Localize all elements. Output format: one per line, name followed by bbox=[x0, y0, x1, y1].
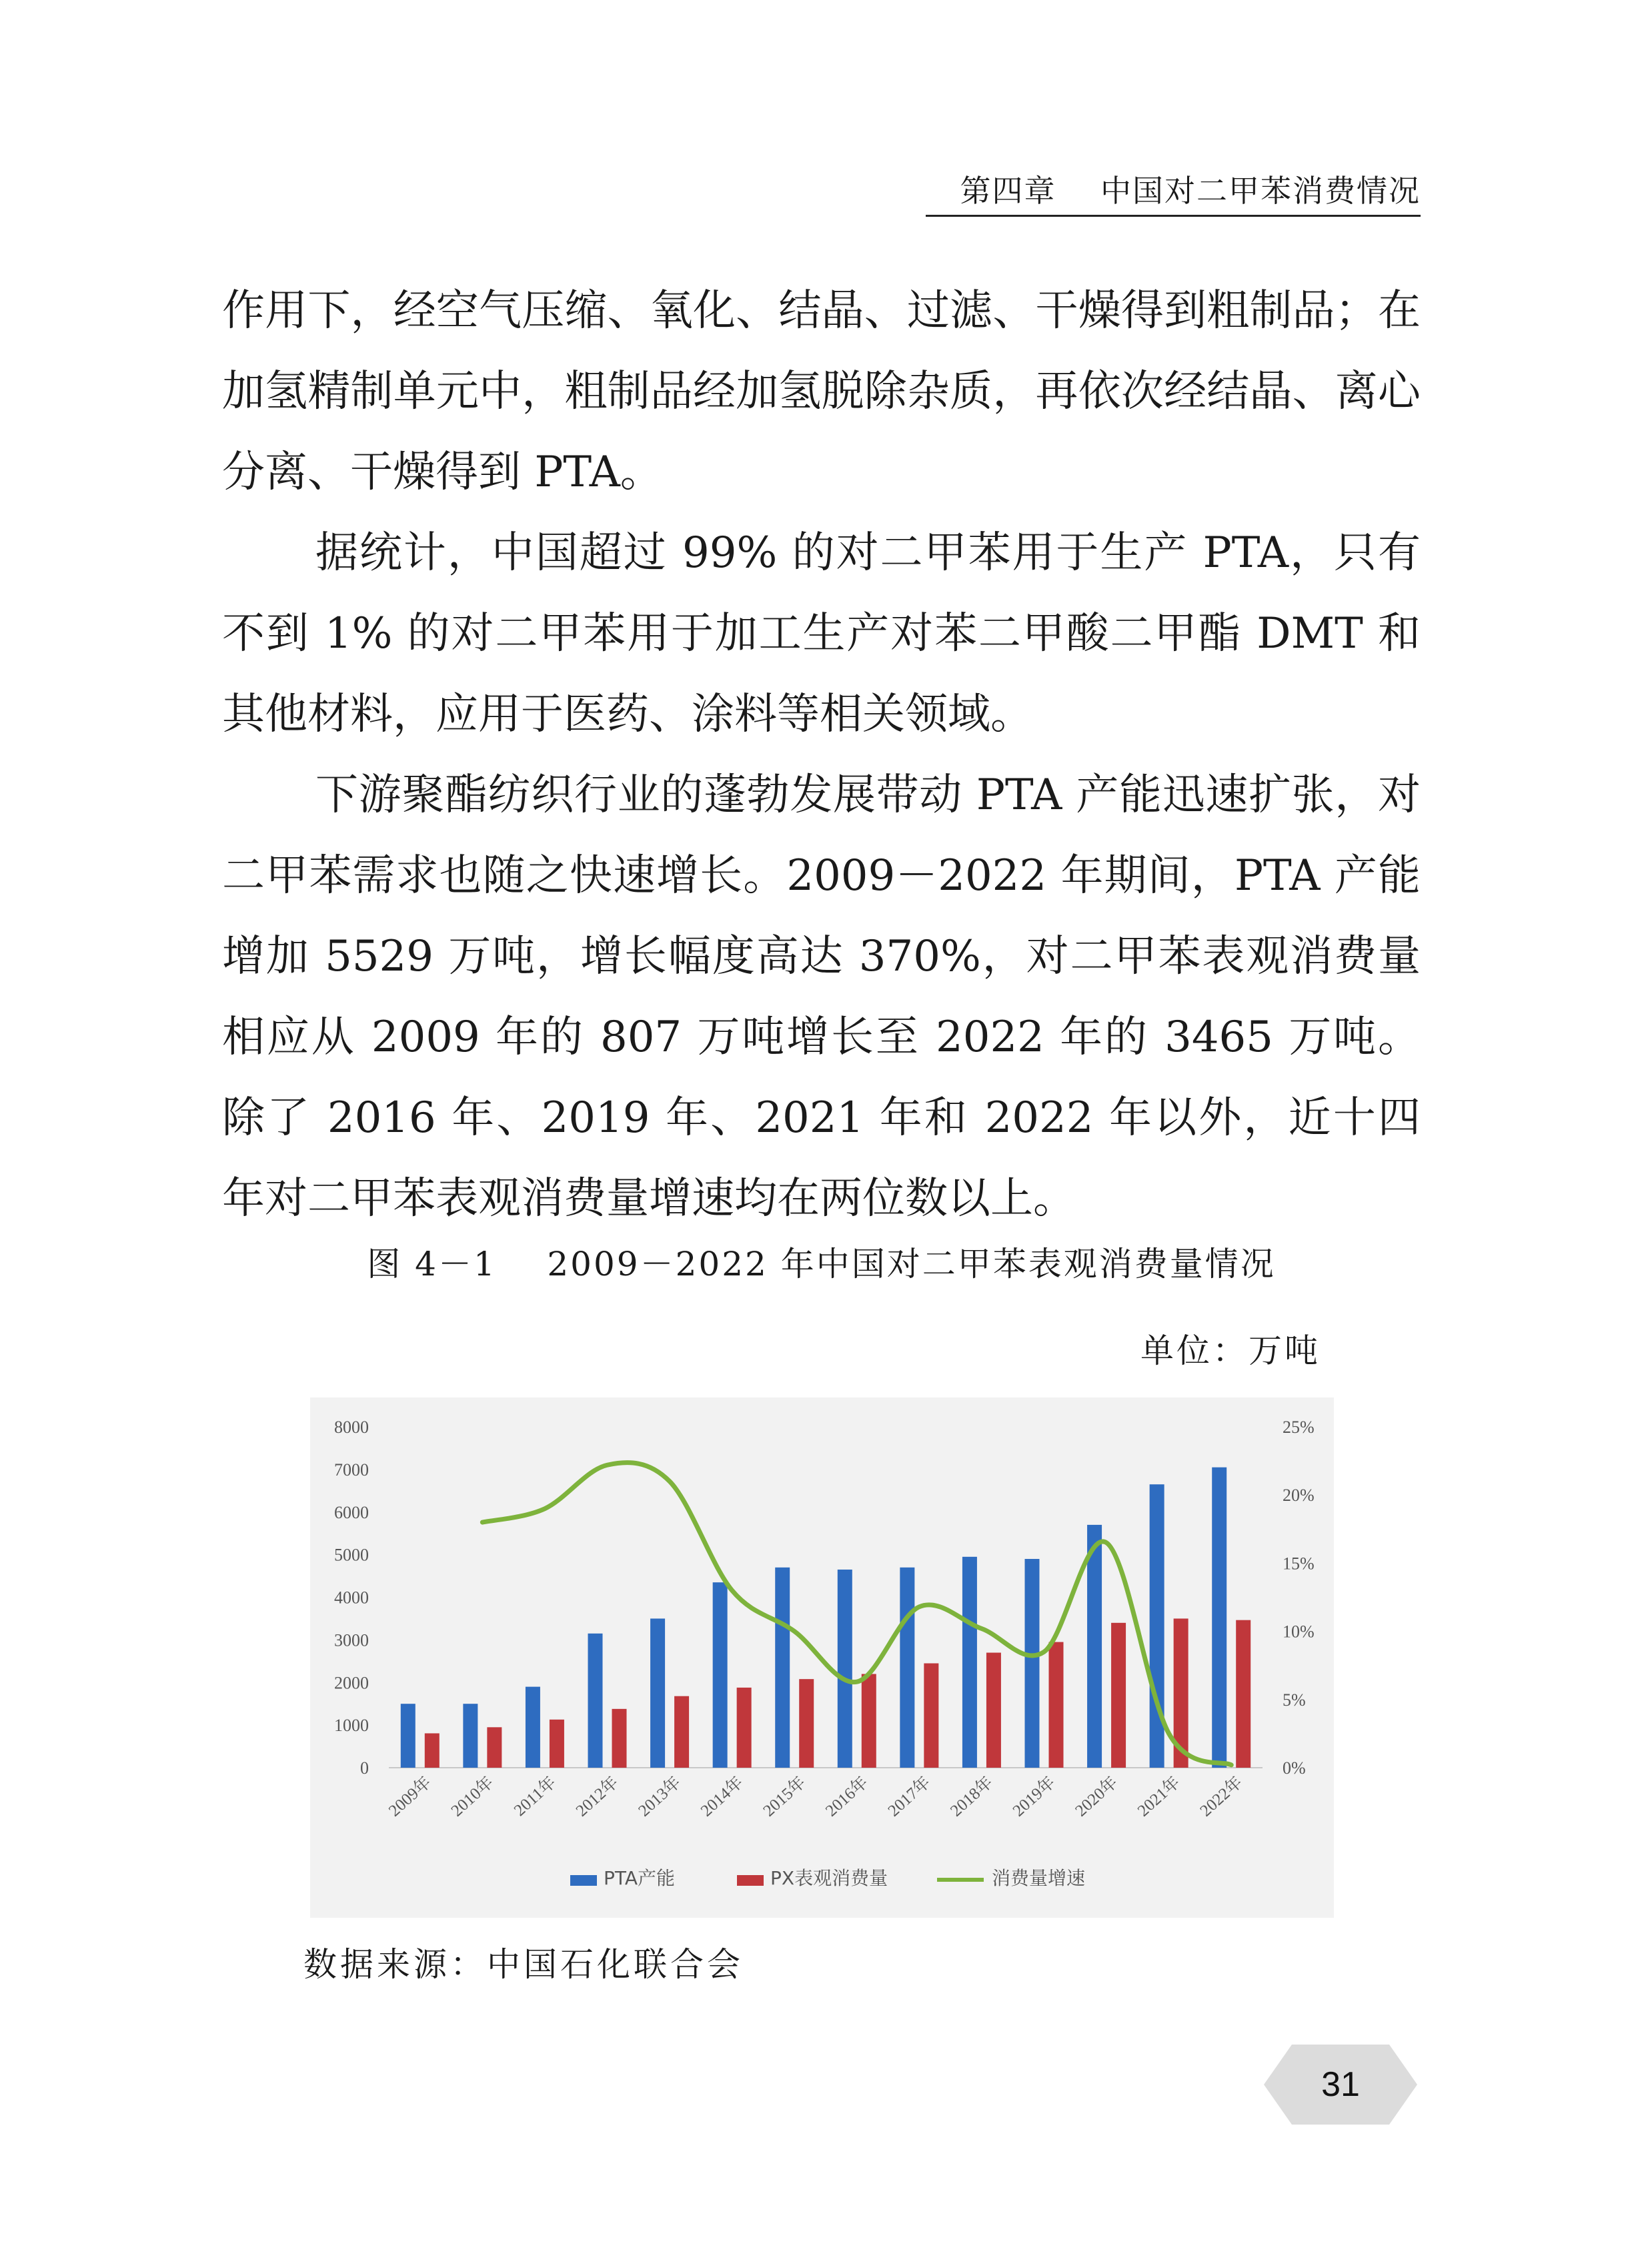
x-tick-label: 2010年 bbox=[448, 1773, 498, 1820]
bar-px-consumption bbox=[487, 1727, 502, 1768]
y-left-tick-label: 2000 bbox=[334, 1673, 369, 1693]
paragraph-3: 下游聚酯纺织行业的蓬勃发展带动 PTA 产能迅速扩张，对二甲苯需求也随之快速增长。2009－2022 年期间，PTA 产能增加 5529 万吨，增长幅度高达 370%，对二甲苯表观消费量相应从 2009 年的 807 万吨增长至 2022 年的 3465 万吨。除了 2016 年、2019 年、2021 年和 2022 年以外，近十四年对二甲苯表观消费量增速均在两位数以上。 bbox=[222, 770, 1421, 1223]
bar-pta-capacity bbox=[1212, 1468, 1226, 1768]
y-left-tick-label: 7000 bbox=[334, 1460, 369, 1480]
y-left-tick-label: 0 bbox=[360, 1758, 369, 1778]
bar-pta-capacity bbox=[713, 1582, 728, 1768]
x-tick-label: 2012年 bbox=[572, 1773, 622, 1820]
bar-pta-capacity bbox=[526, 1687, 540, 1768]
legend-swatch-pta bbox=[570, 1875, 597, 1886]
combo-chart bbox=[310, 1397, 1334, 1918]
bar-px-consumption bbox=[1111, 1623, 1126, 1768]
body-text bbox=[222, 271, 1421, 1239]
bar-px-consumption bbox=[799, 1679, 814, 1768]
bar-pta-capacity bbox=[1150, 1484, 1164, 1768]
bar-px-consumption bbox=[737, 1688, 752, 1768]
bar-px-consumption bbox=[1236, 1620, 1251, 1768]
x-tick-label: 2013年 bbox=[635, 1773, 685, 1820]
running-header bbox=[927, 167, 1421, 211]
figure-caption: 2009－2022 年中国对二甲苯表观消费量情况 bbox=[547, 1245, 1276, 1283]
y-right-tick-label: 10% bbox=[1283, 1622, 1315, 1642]
y-left-tick-label: 4000 bbox=[334, 1588, 369, 1608]
x-tick-label: 2019年 bbox=[1009, 1773, 1059, 1820]
bar-px-consumption bbox=[425, 1733, 440, 1768]
figure-label: 图 4－1 bbox=[367, 1245, 497, 1283]
paragraph-2: 据统计，中国超过 99% 的对二甲苯用于生产 PTA，只有不到 1% 的对二甲苯用于加工生产对苯二甲酸二甲酯 DMT 和其他材料，应用于医药、涂料等相关领域。 bbox=[222, 528, 1421, 739]
y-right-tick-label: 5% bbox=[1283, 1690, 1306, 1710]
y-left-tick-label: 3000 bbox=[334, 1630, 369, 1650]
unit-label: 单位：万吨 bbox=[1140, 1331, 1321, 1370]
x-tick-label: 2015年 bbox=[760, 1773, 810, 1820]
bar-pta-capacity bbox=[838, 1570, 852, 1768]
bar-pta-capacity bbox=[900, 1568, 914, 1768]
bar-pta-capacity bbox=[775, 1568, 790, 1768]
chapter-number: 第四章 bbox=[960, 173, 1056, 209]
y-right-tick-label: 25% bbox=[1283, 1418, 1315, 1437]
y-left-tick-label: 1000 bbox=[334, 1716, 369, 1736]
bar-px-consumption bbox=[550, 1720, 564, 1768]
x-tick-label: 2011年 bbox=[510, 1773, 560, 1820]
x-tick-label: 2021年 bbox=[1134, 1773, 1184, 1820]
x-tick-label: 2017年 bbox=[884, 1773, 934, 1820]
chapter-title: 中国对二甲苯消费情况 bbox=[1100, 173, 1421, 209]
bar-pta-capacity bbox=[588, 1634, 603, 1768]
y-right-tick-label: 20% bbox=[1283, 1486, 1315, 1506]
bar-px-consumption bbox=[862, 1674, 876, 1768]
bar-pta-capacity bbox=[1025, 1559, 1040, 1768]
bar-px-consumption bbox=[986, 1653, 1001, 1768]
bar-pta-capacity bbox=[962, 1557, 977, 1768]
y-left-tick-label: 5000 bbox=[334, 1545, 369, 1565]
x-tick-label: 2016年 bbox=[822, 1773, 872, 1820]
bar-px-consumption bbox=[924, 1664, 938, 1768]
y-left-tick-label: 8000 bbox=[334, 1418, 369, 1437]
x-tick-label: 2014年 bbox=[697, 1773, 747, 1820]
chart-panel bbox=[310, 1397, 1334, 1918]
figure-title bbox=[222, 1237, 1421, 1285]
bar-px-consumption bbox=[674, 1696, 689, 1768]
legend-label-growth: 消费量增速 bbox=[992, 1867, 1086, 1889]
x-tick-label: 2022年 bbox=[1196, 1773, 1247, 1820]
y-left-tick-label: 6000 bbox=[334, 1502, 369, 1522]
page-number: 31 bbox=[1321, 2065, 1360, 2104]
bar-pta-capacity bbox=[650, 1618, 665, 1768]
x-tick-label: 2009年 bbox=[385, 1773, 435, 1820]
x-tick-label: 2018年 bbox=[947, 1773, 996, 1820]
legend-swatch-px bbox=[737, 1875, 764, 1886]
bar-pta-capacity bbox=[1087, 1525, 1102, 1768]
legend-label-pta: PTA产能 bbox=[604, 1867, 675, 1889]
y-right-tick-label: 0% bbox=[1283, 1758, 1306, 1778]
x-tick-label: 2020年 bbox=[1072, 1773, 1122, 1820]
bar-px-consumption bbox=[612, 1709, 627, 1768]
header-rule bbox=[926, 215, 1421, 217]
paragraph-1: 作用下，经空气压缩、氧化、结晶、过滤、干燥得到粗制品；在加氢精制单元中，粗制品经加氢脱除杂质，再依次经结晶、离心分离、干燥得到 PTA。 bbox=[222, 286, 1421, 497]
bar-pta-capacity bbox=[463, 1704, 478, 1768]
legend-label-px: PX表观消费量 bbox=[770, 1867, 888, 1889]
bar-px-consumption bbox=[1049, 1642, 1064, 1768]
y-right-tick-label: 15% bbox=[1283, 1554, 1315, 1574]
bar-pta-capacity bbox=[401, 1704, 416, 1768]
data-source: 数据来源：中国石化联合会 bbox=[303, 1945, 744, 1984]
